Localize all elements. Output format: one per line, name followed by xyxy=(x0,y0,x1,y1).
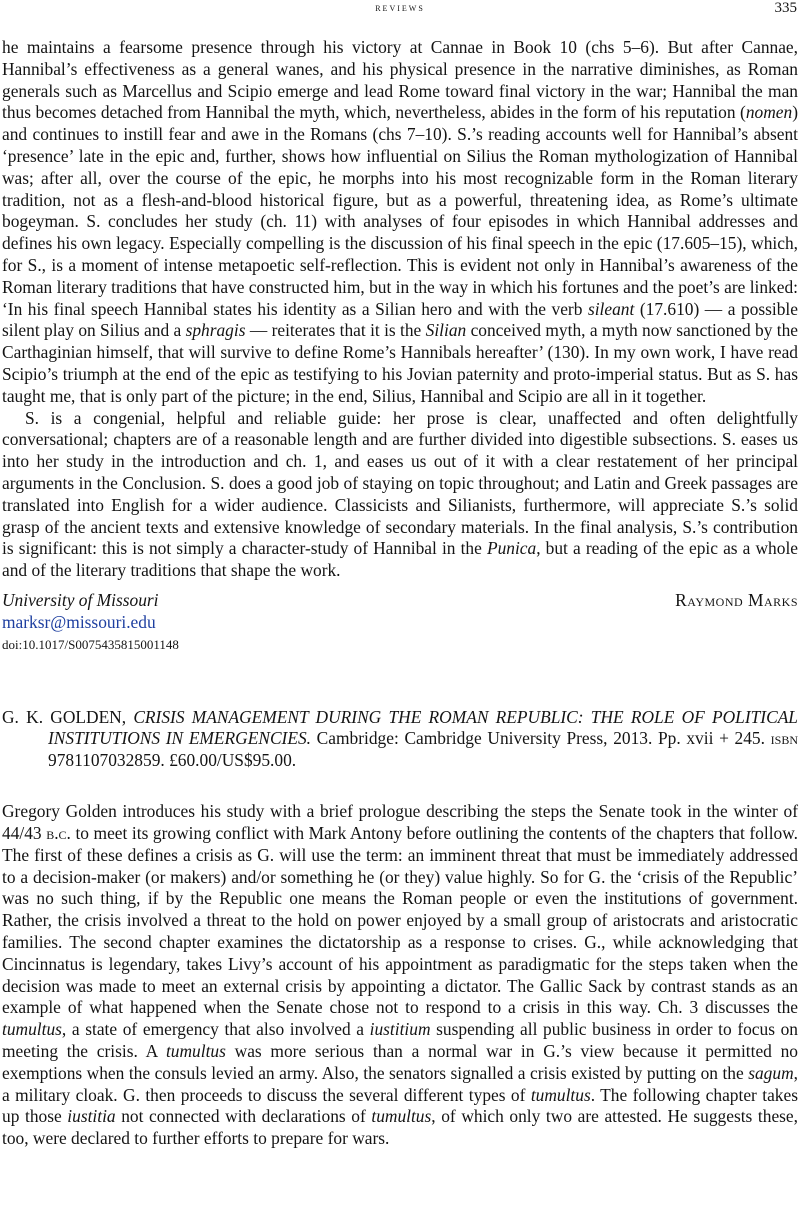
review1-paragraph-1 xyxy=(2,37,798,408)
doi: doi:10.1017/S0075435815001148 xyxy=(2,636,179,652)
book-reference xyxy=(2,707,798,772)
text-run: , a military cloak. G. then proceeds to discuss the several different types of xyxy=(2,1062,798,1105)
review1-paragraph-2 xyxy=(2,408,798,582)
text-run: , a state of emergency that also involved a xyxy=(61,1019,370,1040)
italic-term: iustitium xyxy=(369,1019,431,1040)
text-run: (17.610) — a possible silent play on Silius and a xyxy=(2,298,798,341)
reviewer-name: Raymond Marks xyxy=(675,589,798,610)
text-run: ) and continues to instill fear and awe in the Romans (chs 7–10). S.’s reading accounts well for Hannibal’s absent ‘presence’ late in the epic and, further, shows how influential on Silius the Roman mythologization of Hannibal was; after all, over the course of the epic, he morphs into his most recognizable form in the Roman literary tradition, not as a flesh-and-blood historical figure, but as a powerful, threatening idea, as Rome’s ultimate bogeyman. S. concludes her study (ch. 11) with analyses of four episodes in which Hannibal addresses and defines his own legacy. Especially compelling is the discussion of his final speech in the epic (17.605–15), which, for S., is a moment of intense metapoetic self-reflection. This is evident not only in Hannibal’s awareness of the Roman literary traditions that have constructed him, but in the way in which his fortunes and the poet’s are linked: ‘In his final speech Hannibal states his identity as a Silian hero and with the verb xyxy=(2,102,798,319)
isbn-label: isbn xyxy=(770,728,798,749)
italic-term: Silian xyxy=(425,320,467,341)
running-head: reviews xyxy=(375,0,425,14)
isbn-price: 9781107032859. £60.00/US$95.00. xyxy=(48,749,297,770)
italic-term: tumultus xyxy=(2,1019,62,1040)
italic-term: Punica xyxy=(486,538,537,559)
italic-term: tumultus xyxy=(371,1106,432,1127)
book-author: G. K. GOLDEN, xyxy=(2,706,127,727)
text-run: he maintains a fearsome presence through his victory at Cannae in Book 10 (chs 5–6). But after Cannae, Hannibal’s effectiveness as a general wanes, and his physical presence in the narrative diminishes, as Roman generals such as Marcellus and Scipio emerge and lead Rome toward final victory in the war; Hannibal the man thus becomes detached from Hannibal the myth, which, nevertheless, abides in the form of his reputation ( xyxy=(2,37,798,123)
italic-term: sileant xyxy=(587,298,635,319)
book-title: CRISIS MANAGEMENT DURING THE ROMAN REPUBLIC: THE ROLE OF POLITICAL INSTITUTIONS IN EMERGENCIES. xyxy=(48,706,798,749)
page-number: 335 xyxy=(774,0,797,16)
text-run: S. is a congenial, helpful and reliable guide: her prose is clear, unaffected and often delightfully conversational; chapters are of a reasonable length and are further divided into digestible subsections. S. eases us into her study in the introduction and ch. 1, and eases us out of it with a clear restatement of her principal arguments in the Conclusion. S. does a good job of staying on topic throughout; and Latin and Greek passages are translated into English for a wider audience. Classicists and Silianists, furthermore, will appreciate S.’s solid grasp of the ancient texts and extensive knowledge of secondary materials. In the final analysis, S.’s contribution is significant: this is not simply a character-study of Hannibal in the xyxy=(2,407,798,559)
italic-term: tumultus xyxy=(530,1084,591,1105)
text-run: , of which only two are attested. He suggests these, too, were declared to further efforts to prepare for wars. xyxy=(2,1106,798,1149)
reviewer-affiliation: University of Missouri xyxy=(2,589,159,610)
italic-term: nomen xyxy=(745,102,793,123)
signature-row xyxy=(2,590,798,612)
era-abbreviation: b.c. xyxy=(46,823,71,844)
review2-paragraph-1 xyxy=(2,801,798,1150)
italic-term: iustitia xyxy=(67,1106,116,1127)
italic-term: sphragis xyxy=(185,320,246,341)
text-run: — reiterates that it is the xyxy=(245,320,426,341)
text-run: conceived myth, a myth now sanctioned by the Carthaginian himself, that will survive to define Rome’s Hannibals hereafter’ (130). In my own work, I have read Scipio’s triumph at the end of the epic as testifying to his Jovian paternity and proto-imperial status. But as S. has taught me, that is only part of the picture; in the end, Silius, Hannibal and Scipio are all in it together. xyxy=(2,320,799,406)
reviewer-email-link[interactable]: marksr@missouri.edu xyxy=(2,611,156,632)
text-run: to meet its growing conflict with Mark Antony before outlining the contents of the chapters that follow. The first of these defines a crisis as G. will use the term: an imminent threat that must be immediately addressed to a decision-maker (or makers) and/or something he (or they) value highly. So for G. the ‘crisis of the Republic’ was no such thing, if by the Republic one means the Roman people or even the institutions of government. Rather, the crisis involved a threat to the hold on power enjoyed by a small group of aristocrats and aristocratic families. The second chapter examines the dictatorship as a response to crises. G., while acknowledging that Cincinnatus is legendary, takes Livy’s account of his appointment as paradigmatic for the steps taken when the decision was made to meet an external crisis by appointing a dictator. The Gallic Sack by contrast stands as an example of what happened when the Senate chose not to respond to a crisis in this way. Ch. 3 discusses the xyxy=(2,823,798,1018)
text-run: was more serious than a normal war in G.’s view because it permitted no exemptions when the consuls levied an army. Also, the senators signalled a crisis existed by putting on the xyxy=(2,1041,798,1083)
page-content xyxy=(2,37,798,1150)
italic-term: tumultus xyxy=(165,1041,226,1062)
text-run: Gregory Golden introduces his study with a brief prologue describing the steps the Senate took in the winter of 44/43 xyxy=(2,801,798,844)
text-run: not connected with declarations of xyxy=(115,1106,372,1127)
text-run: suspending all public business in order to focus on meeting the crisis. A xyxy=(2,1019,799,1062)
text-run: . The following chapter takes up those xyxy=(2,1084,798,1127)
publication-details: Cambridge: Cambridge University Press, 2013. Pp. xvii + 245. xyxy=(311,728,771,749)
text-run: , but a reading of the epic as a whole and of the literary traditions that shape the work. xyxy=(2,538,798,581)
page-header xyxy=(0,0,800,20)
italic-term: sagum xyxy=(748,1062,794,1083)
